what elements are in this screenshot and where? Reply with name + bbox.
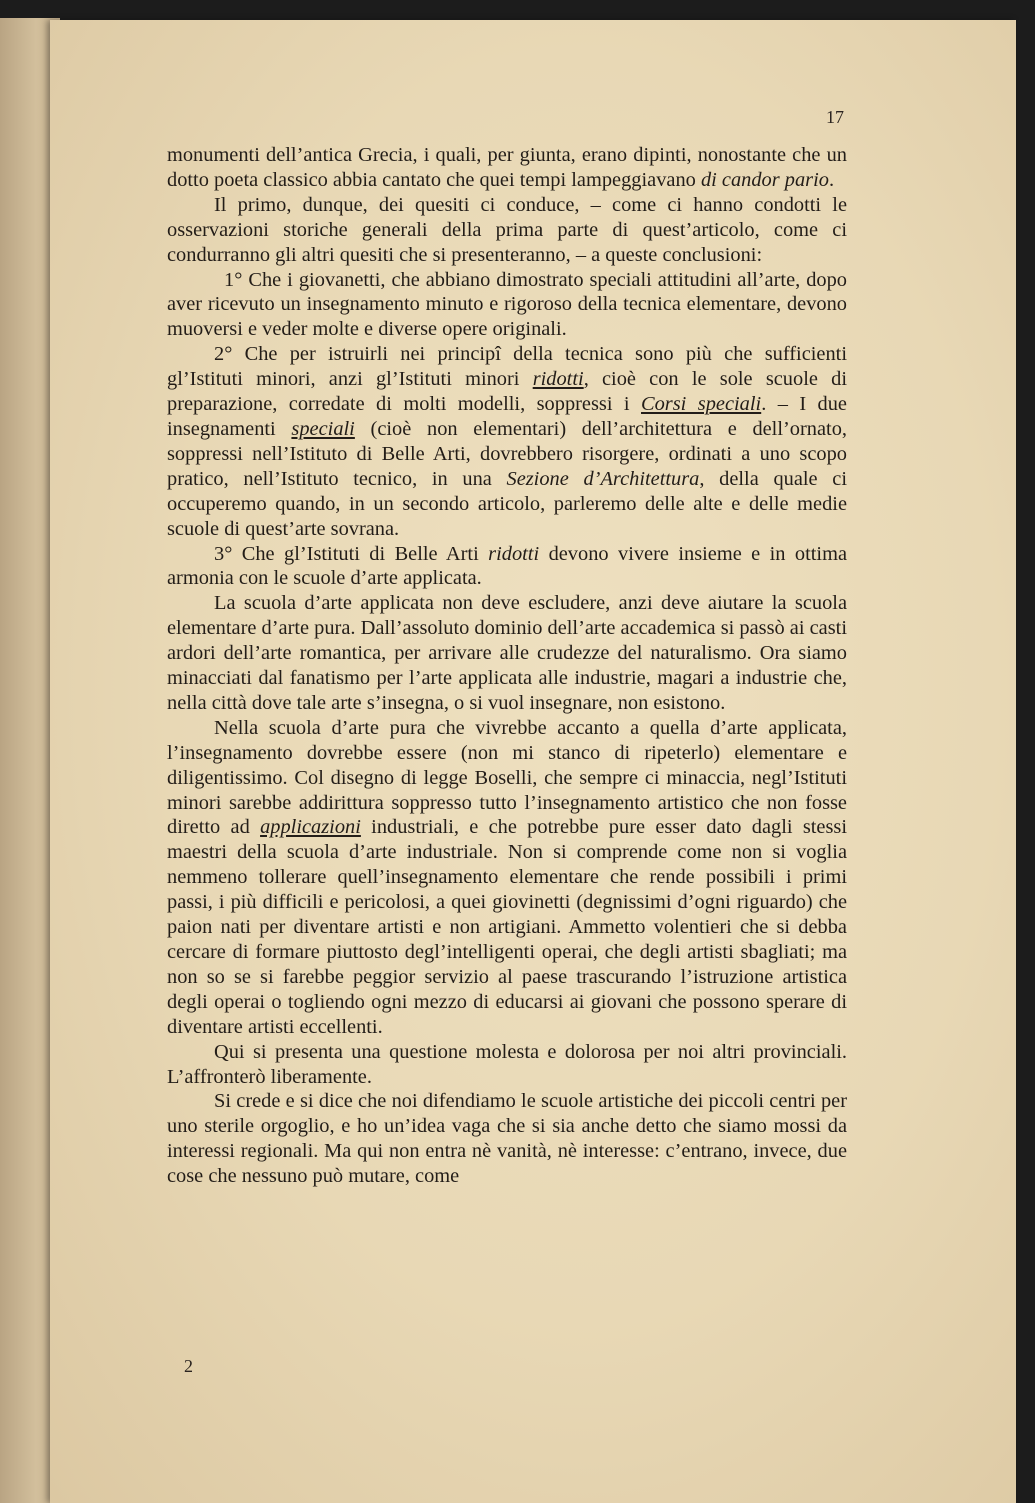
text-run: (cioè non elementari) dell’architettura e dell’ornato, soppressi nell’Istituto di Belle Arti, dovrebbero risorgere, ordinati a uno scopo pratico, nell’Istituto tecnico, in una — [167, 417, 847, 490]
page-number: 17 — [826, 107, 844, 127]
text-run: , cioè con le sole scuole di preparazione, corredate di molti modelli, soppressi i — [167, 368, 847, 416]
text-run: . — [828, 168, 835, 191]
paragraph-6 — [167, 591, 847, 716]
text-run: Qui si presenta una questione molesta e dolorosa per noi altri provinciali. L’affronterò liberamente. — [167, 1040, 847, 1088]
text-run: monumenti dell’antica Grecia, i quali, per giunta, erano dipinti, nonostante che un dotto poeta classico abbia cantato che quei tempi lampeggiavano — [167, 144, 847, 191]
text-run: Si crede e si dice che noi difendiamo le scuole artistiche dei piccoli centri per uno sterile orgoglio, e ho un’idea vaga che si sia anche detto che siamo mossi da interessi regionali. Ma qui non entra nè vanità, nè interesse: c’entrano, invece, due cose che nessuno può mutare, come — [167, 1090, 847, 1188]
text-run: Il primo, dunque, dei quesiti ci conduce, – come ci hanno condotti le osservazioni storiche generali della prima parte di quest’articolo, come ci condurranno gli altri quesiti che si presenteranno, – a queste conclusioni: — [167, 193, 847, 266]
text-run: 1° Che i giovanetti, che abbiano dimostrato speciali attitudini all’arte, dopo aver ricevuto un insegnamento minuto e rigoroso della tecnica elementare, devono muoversi e veder molte e diverse opere originali. — [167, 268, 847, 341]
text-run: industriali, e che potrebbe pure esser dato dagli stessi maestri della scuola d’arte industriale. Non si comprende come non si voglia nemmeno tollerare quell’insegnamento elementare che rende possibili i primi passi, i più difficili e pericolosi, a quei giovinetti (degnissimi d’ogni riguardo) che paion nati per diventare artisti e non artigiani. Ammetto volentieri che si debba cercare di formare piuttosto degl’intelligenti operai, che degli artisti sbagliati; ma non so se si farebbe peggior servizio al paese trascurando l’istruzione artistica degli operai o togliendo ogni mezzo di educarsi ai giovani che possono sperare di diventare artisti eccellenti. — [167, 816, 848, 1038]
paragraph-4 — [167, 342, 847, 541]
text-run: , della quale ci occuperemo quando, in un secondo articolo, parleremo delle alte e delle medie scuole di quest’arte sovrana. — [167, 467, 847, 540]
paragraph-9 — [167, 1089, 847, 1189]
text-run: . – I due insegnamenti — [167, 393, 847, 440]
text-run: Nella scuola d’arte pura che vivrebbe accanto a quella d’arte applicata, l’insegnamento dovrebbe essere (non mi stanco di ripeterlo) elementare e diligentissimo. Col disegno di legge Boselli, che sempre ci minaccia, negl’Istituti minori sarebbe addirittura soppresso tutto l’insegnamento artistico che non fosse diretto ad — [167, 716, 847, 839]
text-run: devono vivere insieme e in ottima armonia con le scuole d’arte applicata. — [167, 542, 848, 590]
paragraph-3 — [167, 268, 847, 343]
italic-phrase: speciali — [291, 417, 355, 440]
italic-phrase: ridotti — [488, 542, 540, 565]
text-run: La scuola d’arte applicata non deve escludere, anzi deve aiutare la scuola elementare d’arte pura. Dall’assoluto dominio dell’arte accademica si passò ai casti ardori dell’arte romantica, per arrivare alle crudezze del naturalismo. Ora siamo minacciati dal fanatismo per l’arte applicata alle industrie, magari a industrie che, nella città dove tale arte s’insegna, o si vuol insegnare, non esistono. — [167, 592, 847, 714]
italic-phrase: ridotti — [532, 368, 584, 391]
italic-phrase: Corsi speciali — [641, 393, 762, 416]
italic-phrase: applicazioni — [260, 816, 361, 839]
paragraph-8 — [167, 1040, 847, 1090]
paragraph-1 — [167, 143, 847, 193]
body-text — [167, 143, 847, 1189]
italic-phrase: di candor pario — [700, 168, 829, 191]
italic-phrase: Sezione d’Architettura — [506, 467, 700, 490]
text-run: 3° Che gl’Istituti di Belle Arti — [214, 542, 489, 565]
paragraph-2 — [167, 193, 847, 268]
paragraph-7 — [167, 716, 847, 1040]
text-run: 2° Che per istruirli nei principî della tecnica sono più che sufficienti gl’Istituti minori, anzi gl’Istituti minori — [167, 343, 847, 391]
paragraph-5 — [167, 542, 847, 592]
signature-mark: 2 — [184, 1356, 193, 1376]
